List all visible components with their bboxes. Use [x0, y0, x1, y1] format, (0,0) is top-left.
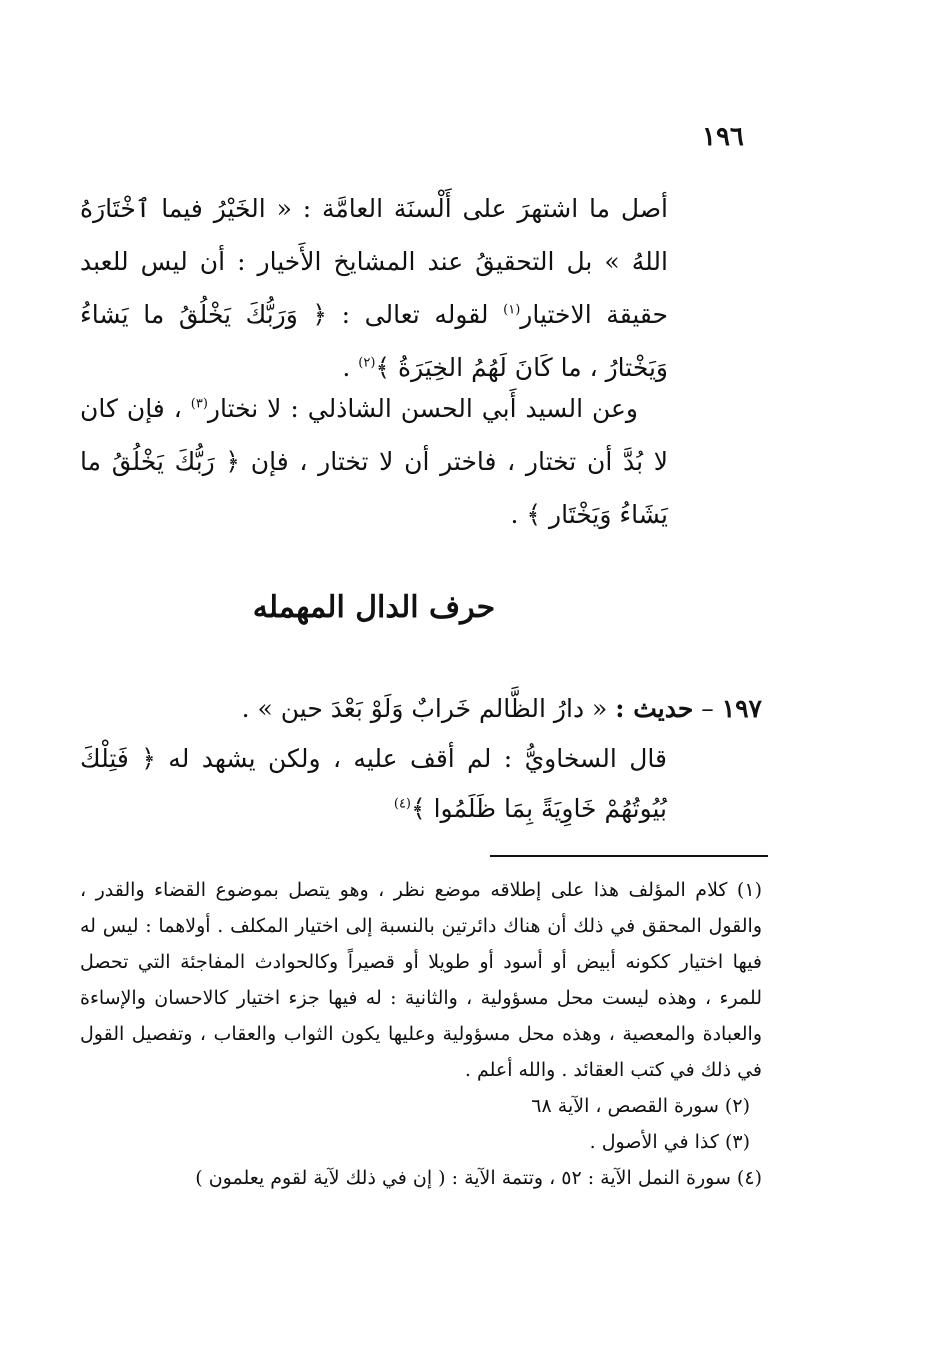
- entry-body: [80, 734, 762, 834]
- entry-dash: –: [693, 694, 722, 723]
- paragraph-2-text: [80, 382, 668, 541]
- paragraph-1: [80, 182, 668, 394]
- footnote-1: (١) كلام المؤلف هذا على إطلاقه موضع نظر ، وهو يتصل بموضوع القضاء والقدر ، والقول المحقق في ذلك أن هناك دائرتين بالنسبة إلى اختيار المكلف . أولاهما : ليس له فيها اختيار ككونه أبيض أو أسود أو طويلا أو قصيراً وكالحوادث المفاجئة التي تحصل للمرء ، وهذه ليست محل مسؤولية ، والثانية : له فيها جزء اختيار كالاحسان والإساءة والعبادة والمعصية ، وهذه محل مسؤولية وعليها يكون الثواب والعقاب ، وتفصيل القول في ذلك في كتب العقائد . والله أعلم .: [80, 879, 762, 1081]
- footnote-4: (٤) سورة النمل الآية : ٥٢ ، وتتمة الآية : ( إن في ذلك لآية لقوم يعلمون ): [195, 1167, 762, 1189]
- paragraph-1-quran-quote: لقوله تعالى : ﴿ وَرَبُّكَ يَخْلُقُ ما يَشاءُ وَيَخْتارُ ، ما كَانَ لَهُمُ الخِيَرَةُ ﴾: [80, 300, 668, 382]
- entry-number: ١٩٧: [721, 694, 762, 723]
- footnote-ref-2[interactable]: (٢): [358, 355, 376, 371]
- paragraph-2-continuation: ، فإن كان لا بُدَّ أن تختار ، فاختر أن لا تختار ، فإن ﴿ رَبُّكَ يَخْلُقُ ما يَشَاءُ وَيَخْتَار ﴾ .: [80, 394, 668, 529]
- paragraph-2-sentence: وعن السيد أَبي الحسن الشاذلي : لا نختار: [207, 394, 638, 423]
- entry-body-text: قال السخاويُّ : لم أقف عليه ، ولكن يشهد له ﴿ فَتِلْكَ بُيُوتُهُمْ خَاوِيَةً بِمَا ظَلَمُوا ﴾: [80, 744, 667, 823]
- paragraph-1-sentence: أصل ما اشتهرَ على أَلْسنَة العامَّة : « الخَيْرُ فيما ٱخْتَارَهُ اللهُ » بل التحقيقُ عند المشايخ الأَخيار : أن ليس للعبد حقيقة الاختيار: [80, 194, 669, 329]
- entry-label: حديث :: [615, 694, 694, 723]
- footnote-3: (٣) كذا في الأصول .: [589, 1131, 750, 1153]
- section-heading: حرف الدال المهمله: [252, 590, 496, 625]
- page-number: ١٩٦: [702, 122, 744, 152]
- hadith-entry: [80, 684, 762, 834]
- paragraph-1-text: [80, 182, 668, 394]
- entry-headline: [80, 684, 762, 734]
- paragraph-1-end: .: [342, 353, 359, 382]
- entry-quote: « دارُ الظَّالم خَرابٌ وَلَوْ بَعْدَ حين » .: [241, 694, 616, 723]
- footnotes: [80, 872, 762, 1196]
- footnote-ref-1[interactable]: (١): [503, 302, 521, 318]
- footnote-2: (٢) سورة القصص ، الآية ٦٨: [531, 1095, 750, 1117]
- footnote-divider: [490, 855, 768, 857]
- footnote-ref-4[interactable]: (٤): [393, 796, 411, 812]
- paragraph-2: [80, 382, 668, 541]
- footnote-ref-3[interactable]: (٣): [190, 396, 208, 412]
